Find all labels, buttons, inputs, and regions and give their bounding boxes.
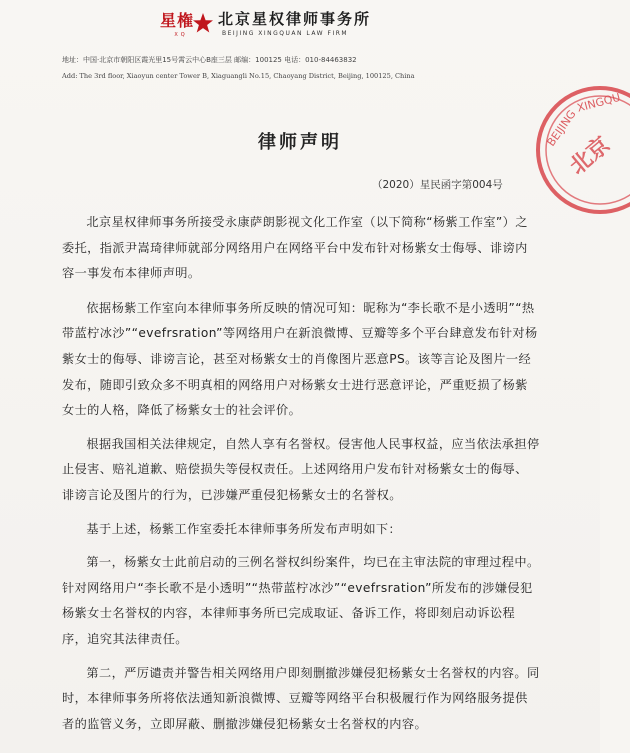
svg-text:北京: 北京 — [564, 131, 616, 180]
statement-body — [62, 210, 540, 745]
firm-name: 北京星权律师事务所 — [218, 10, 372, 28]
address-english: Add: The 3rd floor, Xiaoyun center Tower B, Xiaguangli No.15, Chaoyang District, Beijing, 100125, China — [62, 72, 415, 80]
paragraph-facts: 依据杨紫工作室向本律师事务所反映的情况可知：昵称为“李长歌不是小透明”“热带蓝柠冰沙”“evefrsration”等网络用户在新浪微博、豆瓣等多个平台肆意发布针对杨紫女士的侮辱、诽谤言论，甚至对杨紫女士的肖像图片恶意PS。该等言论及图片一经发布，随即引致众多不明真相的网络用户对杨紫女士进行恶意评论，严重贬损了杨紫女士的人格，降低了杨紫女士的社会评价。 — [62, 300, 538, 418]
document-title: 律师声明 — [258, 132, 342, 153]
paragraph-intro: 北京星权律师事务所接受永康萨朗影视文化工作室（以下简称“杨紫工作室”）之委托，指派尹嵩琦律师就部分网络用户在网络平台中发布针对杨紫女士侮辱、诽谤内容一事发布本律师声明。 — [62, 215, 528, 281]
paragraph-declaration-intro: 基于上述，杨紫工作室委托本律师事务所发布声明如下： — [86, 521, 402, 536]
paragraph-point-two: 第二，严厉谴责并警告相关网络用户即刻删撤涉嫌侵犯杨紫女士名誉权的内容。同时，本律师事务所将依法通知新浪微博、豆瓣等网络平台积极履行作为网络服务提供者的监管义务，立即屏蔽、删撤涉嫌侵犯杨紫女士名誉权的内容。 — [62, 665, 540, 731]
star-icon — [192, 12, 214, 34]
paragraph-point-one: 第一，杨紫女士此前启动的三例名誉权纠纷案件，均已在主审法院的审理过程中。针对网络用户“李长歌不是小透明”“热带蓝柠冰沙”“evefrsration”所发布的涉嫌侵犯杨紫女士名誉权的内容，本律师事务所已完成取证、备诉工作，将即刻启动诉讼程序，追究其法律责任。 — [62, 555, 540, 646]
logo-subtext: XQ — [174, 32, 188, 38]
firm-name-english: BEIJING XINGQUAN LAW FIRM — [222, 30, 349, 37]
document-number: （2020）星民函字第004号 — [372, 179, 503, 191]
letterhead — [0, 0, 600, 95]
paragraph-legal-basis: 根据我国相关法律规定，自然人享有名誉权。侵害他人民事权益，应当依法承担停止侵害、赔礼道歉、赔偿损失等侵权责任。上述网络用户发布针对杨紫女士的侮辱、诽谤言论及图片的行为，已涉嫌严重侵犯杨紫女士的名誉权。 — [62, 436, 540, 502]
svg-text:XINGQU: XINGQU — [575, 90, 622, 115]
logo-text: 星権 — [160, 11, 195, 30]
svg-text:BEIJING: BEIJING — [544, 107, 579, 149]
address-chinese: 地址：中国·北京市朝阳区霞光里15号霄云中心B座三层 邮编：100125 电话：010-84463832 — [62, 56, 357, 64]
